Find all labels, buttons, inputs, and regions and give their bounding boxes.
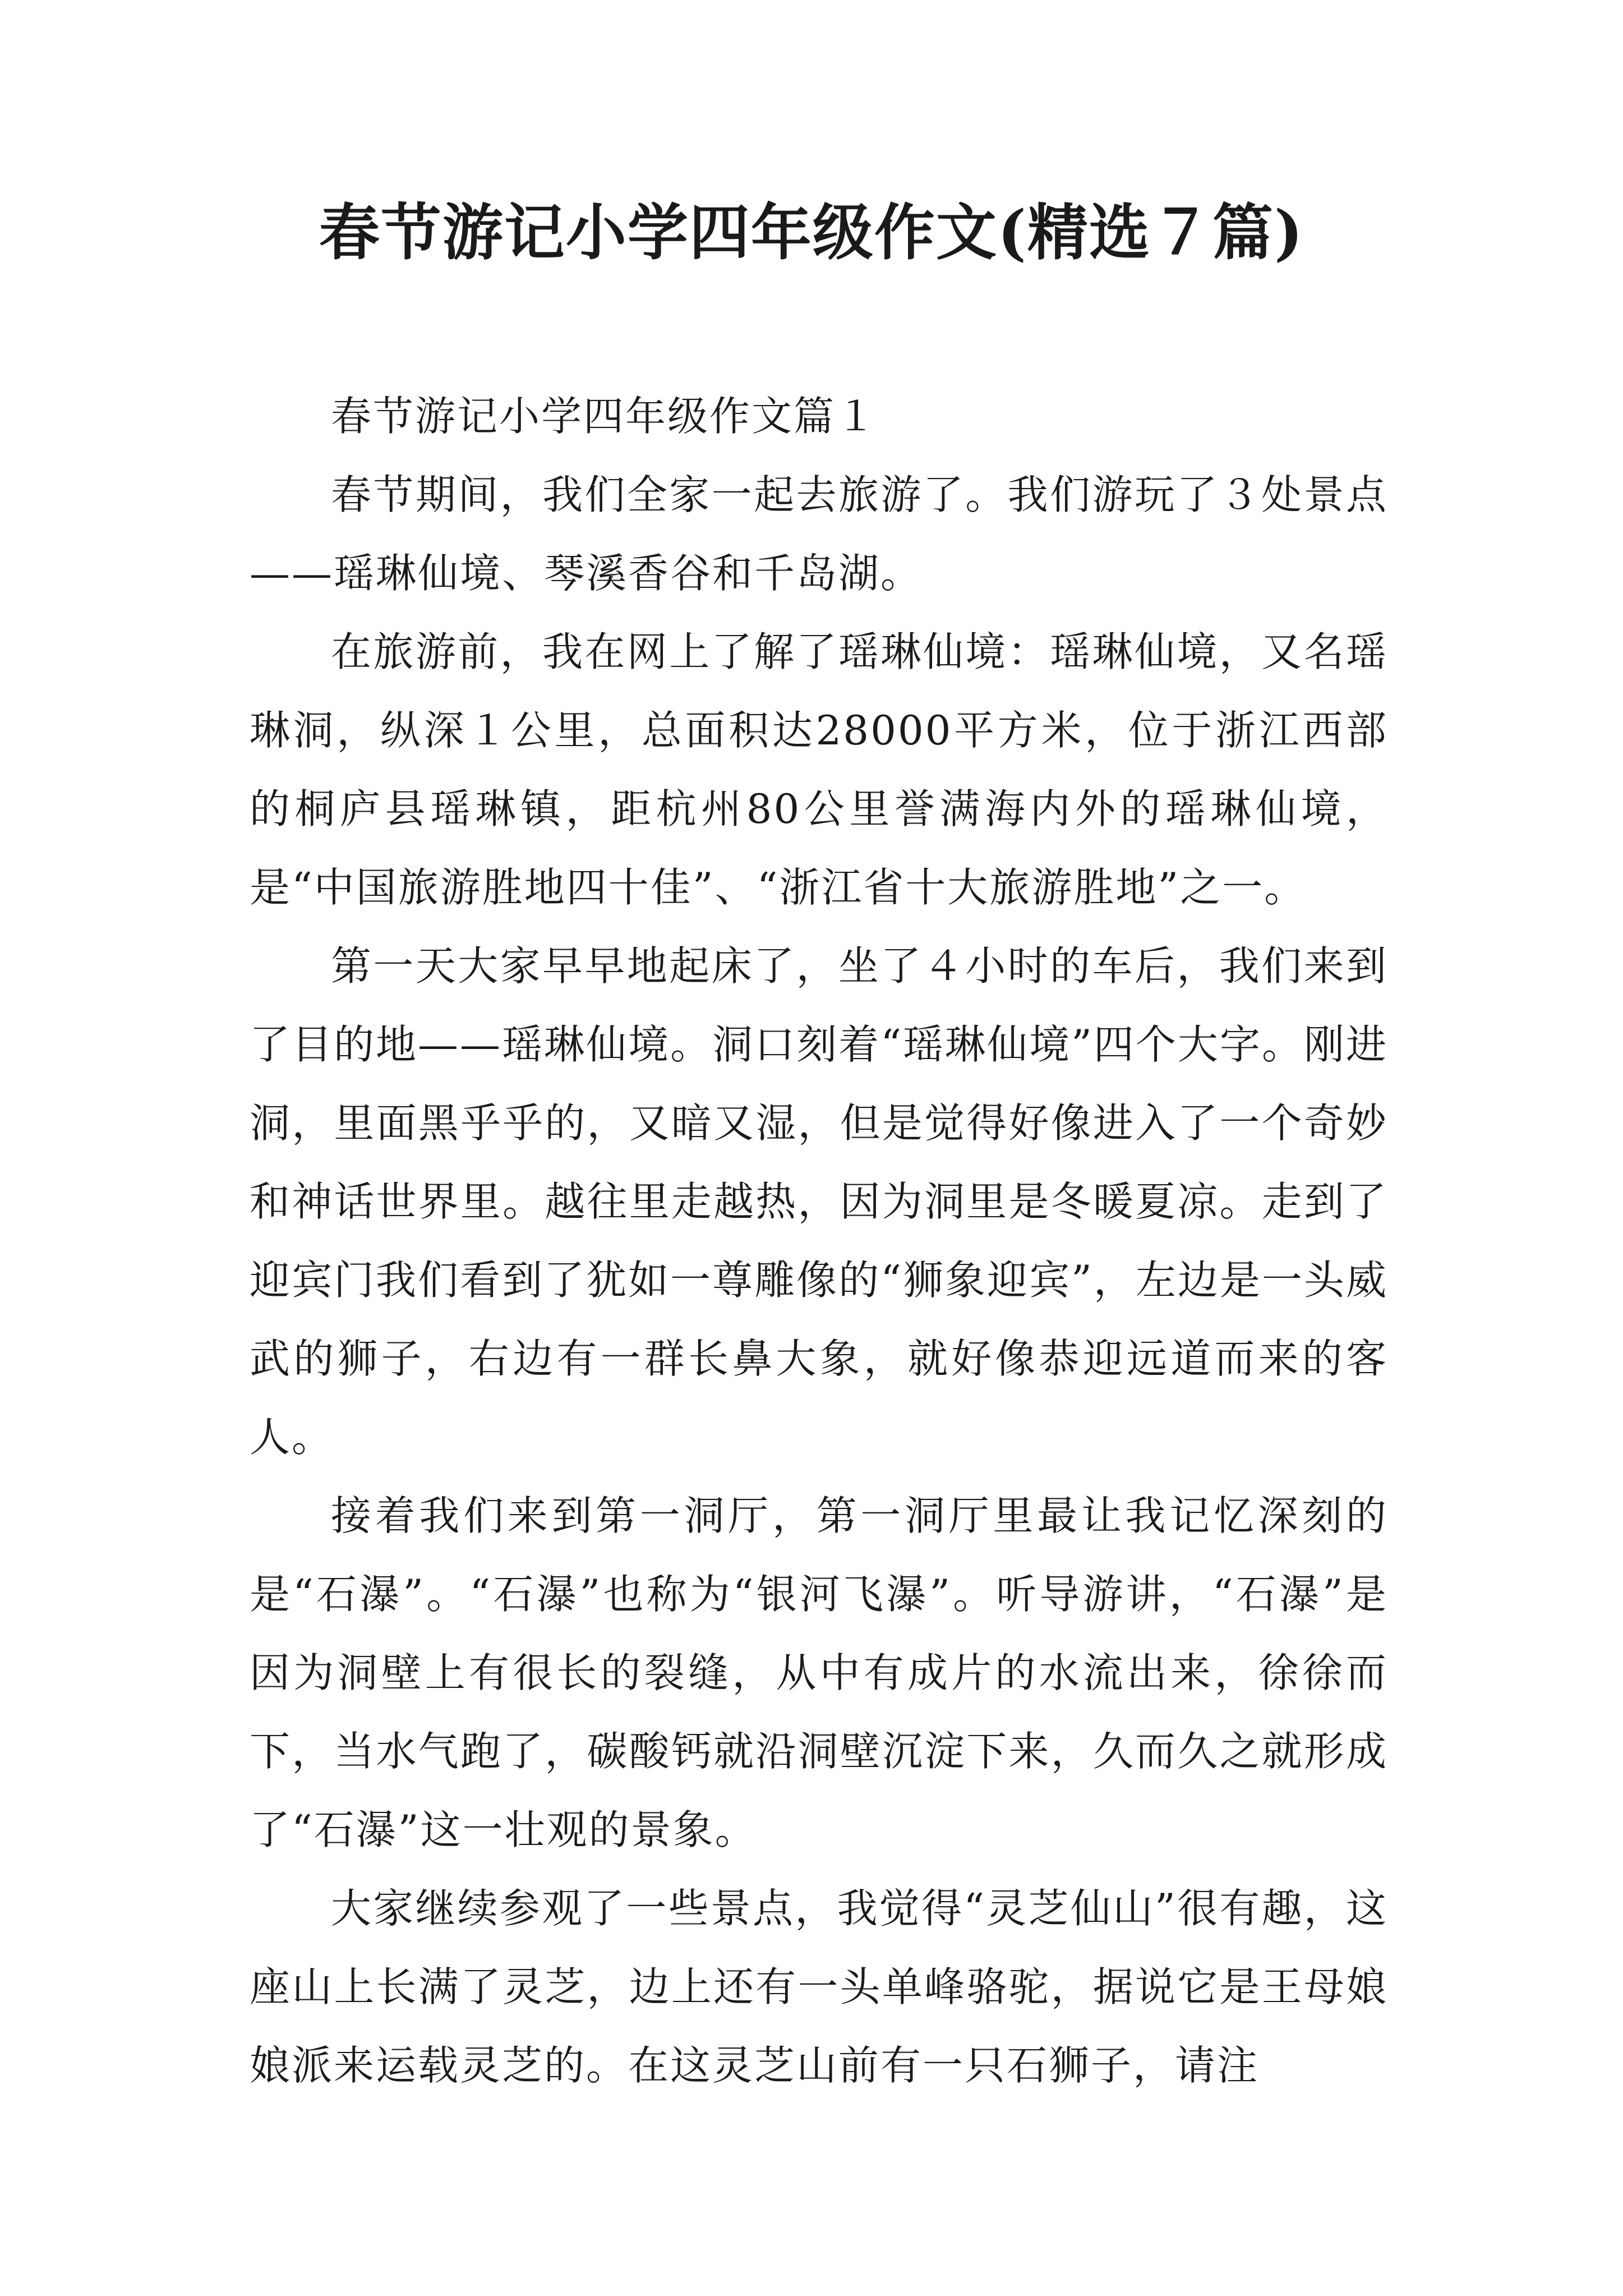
paragraph: 在旅游前，我在网上了解了瑶琳仙境：瑶琳仙境，又名瑶琳洞，纵深１公里，总面积达28000平方米，位于浙江西部的桐庐县瑶琳镇，距杭州80公里誉满海内外的瑶琳仙境，是“中国旅游胜地四十佳”、“浙江省十大旅游胜地”之一。 (250, 628, 1388, 911)
paragraph: 春节期间，我们全家一起去旅游了。我们游玩了３处景点——瑶琳仙境、琴溪香谷和千岛湖。 (250, 471, 1388, 597)
paragraph: 大家继续参观了一些景点，我觉得“灵芝仙山”很有趣，这座山上长满了灵芝，边上还有一头单峰骆驼，据说它是王母娘娘派来运载灵芝的。在这灵芝山前有一只石狮子，请注 (250, 1885, 1388, 2089)
document-body (250, 377, 1388, 2105)
document-title: 春节游记小学四年级作文(精选７篇) (319, 197, 1304, 268)
section-heading: 春节游记小学四年级作文篇１ (331, 393, 878, 440)
paragraph: 接着我们来到第一洞厅，第一洞厅里最让我记忆深刻的是“石瀑”。“石瀑”也称为“银河飞瀑”。听导游讲，“石瀑”是因为洞壁上有很长的裂缝，从中有成片的水流出来，徐徐而下，当水气跑了，碳酸钙就沿洞壁沉淀下来，久而久之就形成了“石瀑”这一壮观的景象。 (250, 1492, 1388, 1853)
paragraph: 第一天大家早早地起床了，坐了４小时的车后，我们来到了目的地——瑶琳仙境。洞口刻着“瑶琳仙境”四个大字。刚进洞，里面黑乎乎的，又暗又湿，但是觉得好像进入了一个奇妙和神话世界里。越往里走越热，因为洞里是冬暖夏凉。走到了迎宾门我们看到了犹如一尊雕像的“狮象迎宾”，左边是一头威武的狮子，右边有一群长鼻大象，就好像恭迎远道而来的客人。 (250, 942, 1388, 1461)
